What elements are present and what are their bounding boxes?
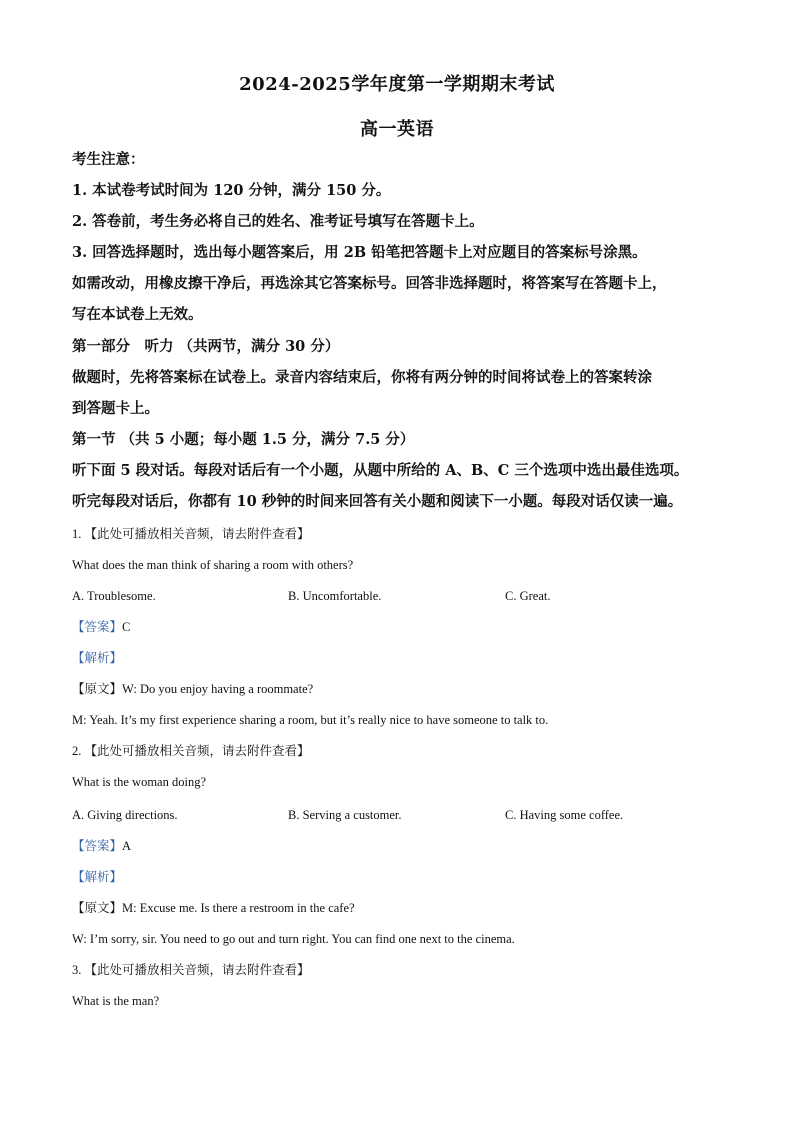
part1-heading: 第一部分 听力 （共两节，满分 30 分）	[72, 338, 340, 355]
part1-instruction-2: 到答题卡上。	[72, 400, 159, 417]
question-2-analysis	[72, 868, 732, 886]
part1-instruction-1: 做题时，先将答案标在试卷上。录音内容结束后，你将有两分钟的时间将试卷上的答案转涂	[72, 369, 652, 386]
question-3-prompt: What is the man?	[72, 994, 160, 1008]
audio-link[interactable]: 【此处可播放相关音频，请去附件查看】	[84, 962, 310, 977]
original-text: W: Do you enjoy having a roommate?	[122, 682, 314, 696]
original-label: 【原文】	[72, 900, 123, 915]
question-1-original-1	[72, 680, 732, 698]
question-1-analysis	[72, 649, 732, 667]
analysis-label: 【解析】	[72, 650, 123, 665]
question-3-header	[72, 961, 732, 979]
exam-title: 2024-2025学年度第一学期期末考试	[239, 74, 555, 95]
option-a: A. Troublesome.	[72, 589, 156, 603]
question-2-header	[72, 742, 732, 760]
option-a: A. Giving directions.	[72, 808, 178, 822]
exam-subtitle: 高一英语	[360, 119, 434, 140]
question-2-prompt: What is the woman doing?	[72, 775, 206, 789]
note-3: 3. 回答选择题时，选出每小题答案后，用 2B 铅笔把答题卡上对应题目的答案标号涂黑。	[72, 244, 647, 261]
section1-instruction-2: 听完每段对话后，你都有 10 秒钟的时间来回答有关小题和阅读下一小题。每段对话仅读一遍。	[72, 493, 683, 510]
question-2-options	[72, 806, 732, 824]
option-c: C. Great.	[505, 589, 551, 603]
option-c: C. Having some coffee.	[505, 808, 624, 822]
answer-label: 【答案】	[72, 619, 123, 634]
analysis-label: 【解析】	[72, 869, 123, 884]
note-1: 1. 本试卷考试时间为 120 分钟，满分 150 分。	[72, 182, 391, 199]
audio-link[interactable]: 【此处可播放相关音频，请去附件查看】	[84, 743, 310, 758]
question-1-prompt: What does the man think of sharing a room with others?	[72, 558, 354, 572]
question-1-original-2: M: Yeah. It’s my first experience sharing a room, but it’s really nice to have someone to talk to.	[72, 713, 549, 727]
note-2: 2. 答卷前，考生务必将自己的姓名、准考证号填写在答题卡上。	[72, 213, 484, 230]
answer-value: C	[122, 620, 131, 634]
original-label: 【原文】	[72, 681, 123, 696]
question-2-answer	[72, 837, 732, 855]
question-1-options	[72, 587, 732, 605]
answer-label: 【答案】	[72, 838, 123, 853]
option-b: B. Uncomfortable.	[288, 589, 382, 603]
question-1-answer	[72, 618, 732, 636]
question-number: 2.	[72, 744, 82, 758]
question-2-original-2: W: I’m sorry, sir. You need to go out and turn right. You can find one next to the cinema.	[72, 932, 515, 946]
section1-instruction-1: 听下面 5 段对话。每段对话后有一个小题，从题中所给的 A、B、C 三个选项中选出最佳选项。	[72, 462, 689, 479]
original-text: M: Excuse me. Is there a restroom in the cafe?	[122, 901, 355, 915]
audio-link[interactable]: 【此处可播放相关音频，请去附件查看】	[84, 526, 310, 541]
option-b: B. Serving a customer.	[288, 808, 402, 822]
note-5: 写在本试卷上无效。	[72, 306, 203, 323]
question-2-original-1	[72, 899, 732, 917]
answer-value: A	[122, 839, 132, 853]
question-number: 1.	[72, 527, 82, 541]
question-number: 3.	[72, 963, 82, 977]
note-4: 如需改动，用橡皮擦干净后，再选涂其它答案标号。回答非选择题时，将答案写在答题卡上，	[72, 275, 667, 292]
notes-heading: 考生注意：	[72, 151, 145, 168]
section1-heading: 第一节 （共 5 小题；每小题 1.5 分，满分 7.5 分）	[72, 431, 415, 448]
question-1-header	[72, 525, 732, 543]
